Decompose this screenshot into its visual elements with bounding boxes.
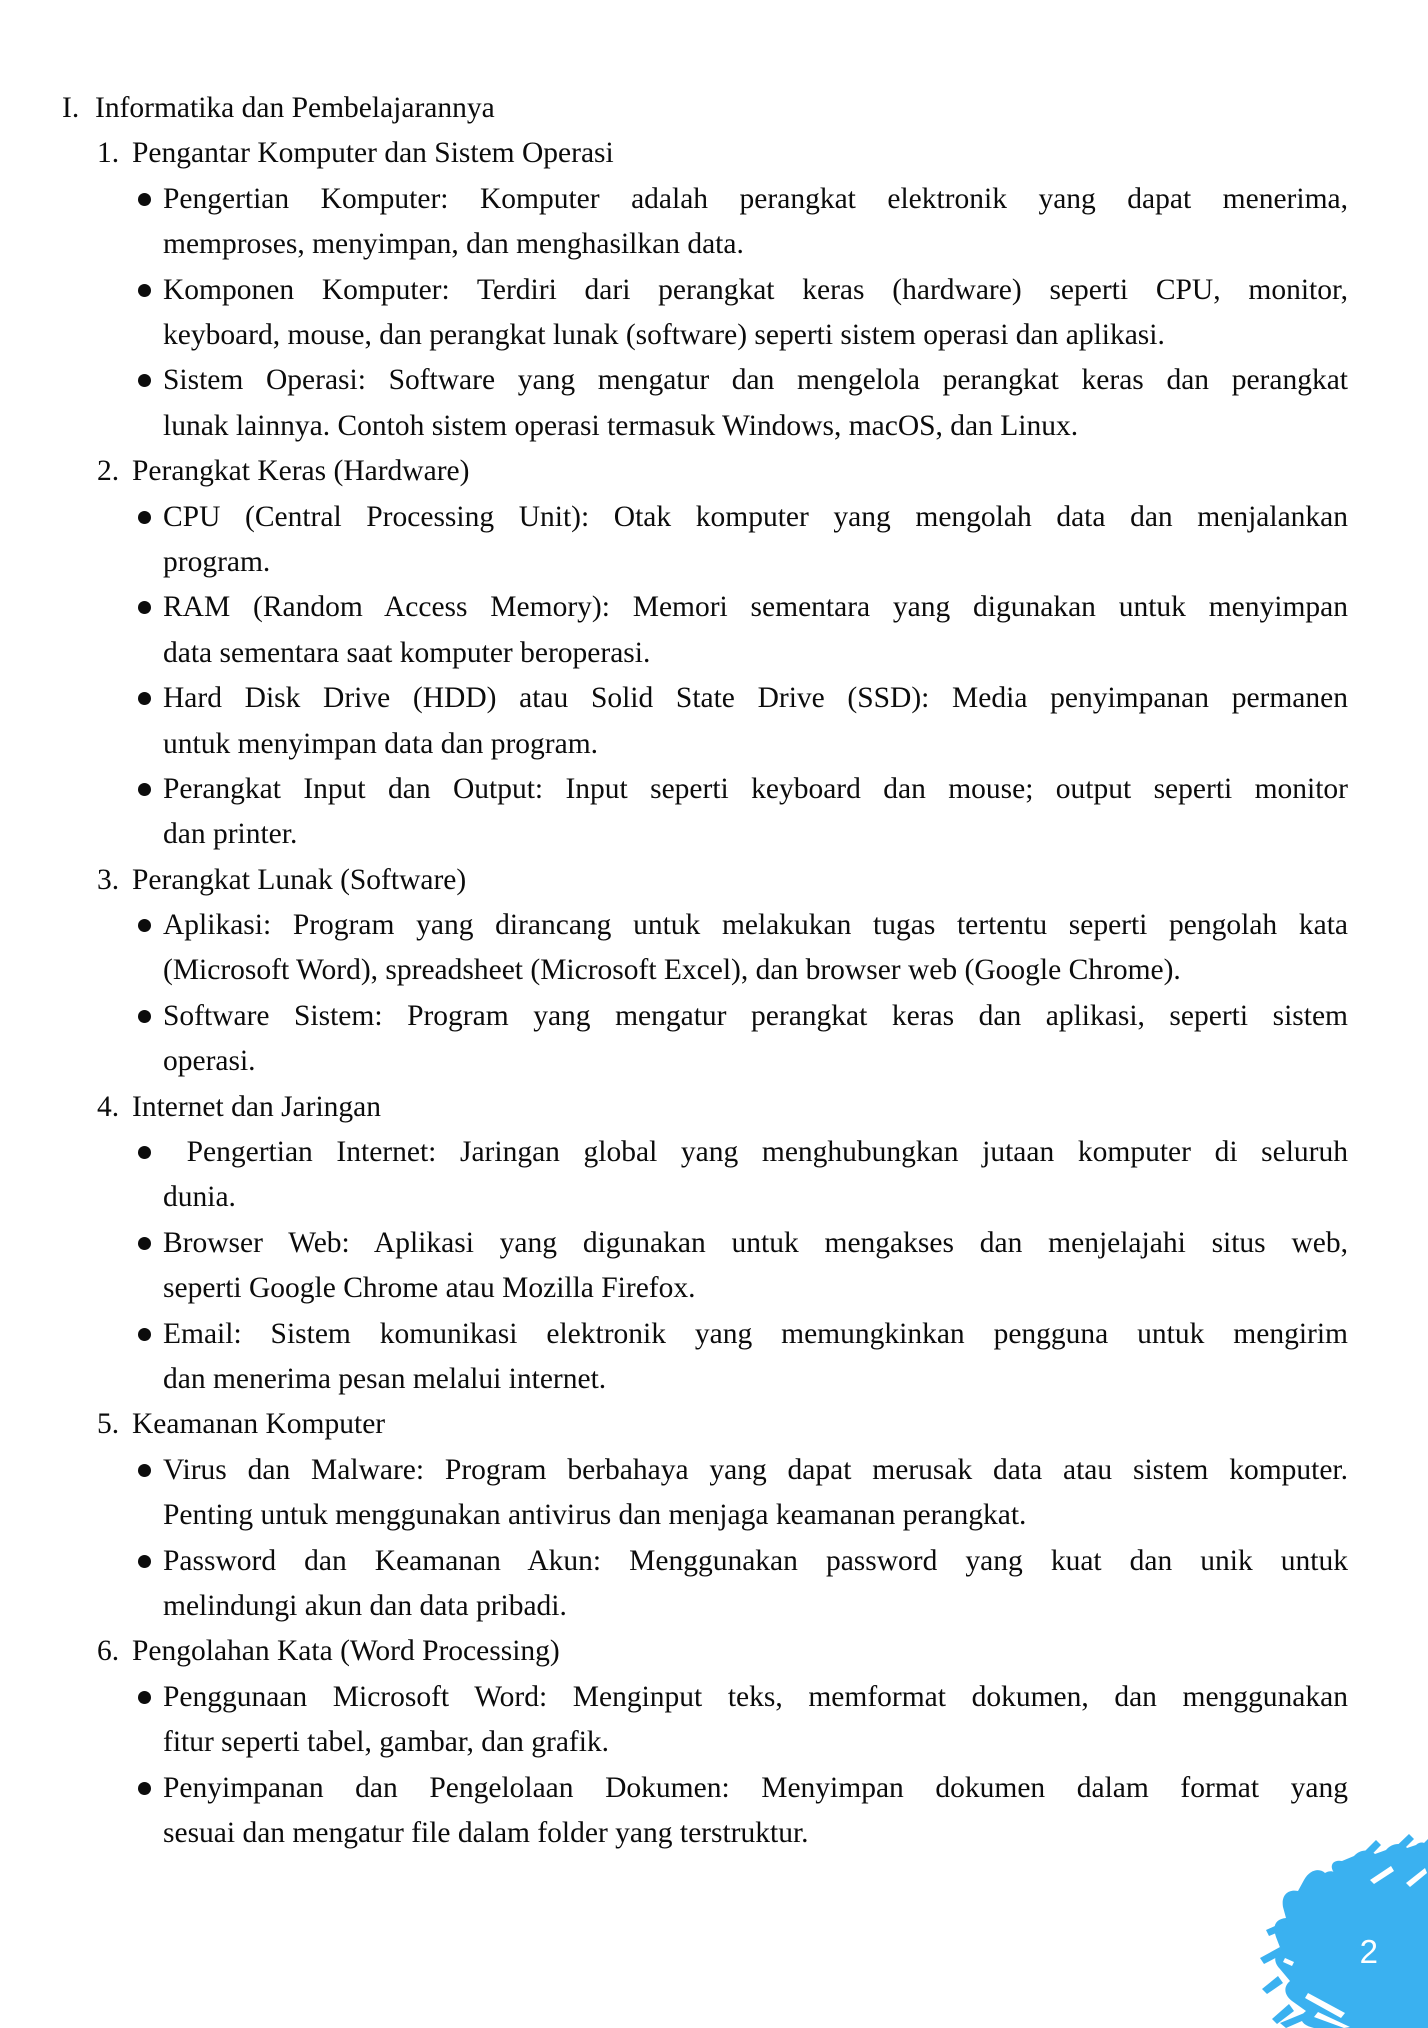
- bullet-icon: [137, 903, 163, 994]
- page-number: 2: [1359, 1933, 1378, 1970]
- bullet-line: program.: [163, 545, 271, 578]
- section-heading: [97, 1085, 1348, 1130]
- bullet-text: [163, 767, 1348, 858]
- bullet-icon: [137, 1130, 163, 1221]
- bullet-dot: [138, 692, 151, 705]
- bullet-dot: [138, 919, 151, 932]
- bullet-dot: [138, 783, 151, 796]
- bullet-icon: [137, 585, 163, 676]
- bullet-line: Komponen Komputer: Terdiri dari perangkat keras (hardware) seperti CPU, monitor,: [163, 273, 1348, 306]
- bullet-line: Pengertian Komputer: Komputer adalah perangkat elektronik yang dapat menerima,: [163, 182, 1348, 215]
- section-heading: [97, 1629, 1348, 1674]
- bullet-text: [163, 994, 1348, 1085]
- bullet-line: untuk menyimpan data dan program.: [163, 727, 599, 760]
- section-heading: [97, 858, 1348, 903]
- outline-section: [97, 1085, 1348, 1403]
- bullet-icon: [137, 1312, 163, 1403]
- bullet-line: dan menerima pesan melalui internet.: [163, 1363, 607, 1396]
- outline-section: [97, 1629, 1348, 1856]
- bullet-dot: [138, 1328, 151, 1341]
- section-heading-text: Pengolahan Kata (Word Processing): [132, 1635, 560, 1668]
- bullet-line: seperti Google Chrome atau Mozilla Firefox.: [163, 1272, 696, 1305]
- bullet-dot: [138, 284, 151, 297]
- section-heading-text: Perangkat Lunak (Software): [132, 863, 467, 896]
- bullet-line: keyboard, mouse, dan perangkat lunak (software) seperti sistem operasi dan aplikasi.: [163, 318, 1165, 351]
- section-heading: [97, 1402, 1348, 1447]
- bullet-line: data sementara saat komputer beroperasi.: [163, 636, 651, 669]
- sections-container: [62, 131, 1348, 1856]
- bullet-item: [137, 1130, 1348, 1221]
- section-number: 1.: [97, 137, 120, 170]
- bullet-text: [163, 268, 1348, 359]
- bullet-item: [137, 358, 1348, 449]
- bullet-item: [137, 994, 1348, 1085]
- bullet-line: dunia.: [163, 1181, 236, 1214]
- bullet-item: [137, 1448, 1348, 1539]
- bullet-line: Perangkat Input dan Output: Input seperti keyboard dan mouse; output seperti monitor: [163, 772, 1348, 805]
- bullet-line: melindungi akun dan data pribadi.: [163, 1589, 567, 1622]
- bullet-line: sesuai dan mengatur file dalam folder yang terstruktur.: [163, 1816, 809, 1849]
- bullet-line: Browser Web: Aplikasi yang digunakan untuk mengakses dan menjelajahi situs web,: [163, 1226, 1348, 1259]
- bullet-item: [137, 177, 1348, 268]
- bullet-icon: [137, 177, 163, 268]
- bullet-dot: [138, 1010, 151, 1023]
- bullet-icon: [137, 358, 163, 449]
- section-heading: [97, 131, 1348, 176]
- bullet-dot: [138, 601, 151, 614]
- section-number: 5.: [97, 1408, 120, 1441]
- bullet-item: [137, 585, 1348, 676]
- bullet-line: RAM (Random Access Memory): Memori sementara yang digunakan untuk menyimpan: [163, 591, 1348, 624]
- bullet-line: Software Sistem: Program yang mengatur perangkat keras dan aplikasi, seperti sistem: [163, 999, 1348, 1032]
- bullet-item: [137, 903, 1348, 994]
- bullet-text: [163, 177, 1348, 268]
- bullet-dot: [138, 193, 151, 206]
- section-heading-text: Internet dan Jaringan: [132, 1090, 382, 1123]
- bullet-icon: [137, 1766, 163, 1857]
- bullet-text: [163, 1675, 1348, 1766]
- bullet-line: operasi.: [163, 1045, 256, 1078]
- bullet-icon: [137, 994, 163, 1085]
- bullet-item: [137, 1221, 1348, 1312]
- bullet-dot: [138, 1555, 151, 1568]
- bullet-line: Penting untuk menggunakan antivirus dan menjaga keamanan perangkat.: [163, 1499, 1027, 1532]
- outline-section: [97, 449, 1348, 858]
- bullet-icon: [137, 268, 163, 359]
- bullet-line: dan printer.: [163, 818, 298, 851]
- bullet-text: [163, 1312, 1348, 1403]
- bullet-text: [163, 1130, 1348, 1221]
- section-heading: [97, 449, 1348, 494]
- bullet-line: Email: Sistem komunikasi elektronik yang memungkinkan pengguna untuk mengirim: [163, 1317, 1348, 1350]
- bullet-item: [137, 268, 1348, 359]
- bullet-dot: [138, 511, 151, 524]
- bullet-text: [163, 358, 1348, 449]
- bullet-line: Aplikasi: Program yang dirancang untuk melakukan tugas tertentu seperti pengolah kata: [163, 909, 1348, 942]
- bullet-item: [137, 1312, 1348, 1403]
- bullet-text: [163, 1221, 1348, 1312]
- bullet-line: Hard Disk Drive (HDD) atau Solid State Drive (SSD): Media penyimpanan permanen: [163, 682, 1348, 715]
- bullet-text: [163, 676, 1348, 767]
- brush-fill: [1260, 1834, 1428, 2028]
- outline-title-row: [62, 86, 1348, 131]
- bullet-line: memproses, menyimpan, dan menghasilkan data.: [163, 228, 744, 261]
- bullet-dot: [138, 1691, 151, 1704]
- outline-section: [97, 131, 1348, 449]
- outline-roman-numeral: I.: [62, 92, 80, 124]
- bullet-text: [163, 1539, 1348, 1630]
- bullet-line: Password dan Keamanan Akun: Menggunakan password yang kuat dan unik untuk: [163, 1544, 1348, 1577]
- bullet-line: Virus dan Malware: Program berbahaya yang dapat merusak data atau sistem komputer.: [163, 1453, 1348, 1486]
- section-heading-text: Keamanan Komputer: [132, 1408, 386, 1441]
- bullet-line: (Microsoft Word), spreadsheet (Microsoft Excel), dan browser web (Google Chrome).: [163, 954, 1181, 987]
- bullet-item: [137, 495, 1348, 586]
- bullet-icon: [137, 676, 163, 767]
- bullet-dot: [138, 1146, 151, 1159]
- bullet-item: [137, 676, 1348, 767]
- bullet-line: Penggunaan Microsoft Word: Menginput teks, memformat dokumen, dan menggunakan: [163, 1680, 1348, 1713]
- outline-section: [97, 858, 1348, 1085]
- section-heading-text: Pengantar Komputer dan Sistem Operasi: [132, 137, 614, 170]
- section-number: 2.: [97, 455, 120, 488]
- section-number: 3.: [97, 863, 120, 896]
- bullet-line: CPU (Central Processing Unit): Otak komputer yang mengolah data dan menjalankan: [163, 500, 1348, 533]
- bullet-line: Penyimpanan dan Pengelolaan Dokumen: Menyimpan dokumen dalam format yang: [163, 1771, 1348, 1804]
- bullet-icon: [137, 1221, 163, 1312]
- bullet-line: fitur seperti tabel, gambar, dan grafik.: [163, 1726, 610, 1759]
- bullet-dot: [138, 1237, 151, 1250]
- bullet-icon: [137, 1675, 163, 1766]
- bullet-item: [137, 767, 1348, 858]
- bullet-text: [163, 1448, 1348, 1539]
- bullet-item: [137, 1766, 1348, 1857]
- bullet-line: Pengertian Internet: Jaringan global yang menghubungkan jutaan komputer di seluruh: [163, 1136, 1348, 1169]
- document-page: [62, 86, 1348, 1856]
- bullet-text: [163, 903, 1348, 994]
- bullet-icon: [137, 1448, 163, 1539]
- bullet-icon: [137, 767, 163, 858]
- bullet-item: [137, 1539, 1348, 1630]
- bullet-line: lunak lainnya. Contoh sistem operasi termasuk Windows, macOS, dan Linux.: [163, 409, 1079, 442]
- bullet-dot: [138, 374, 151, 387]
- section-number: 4.: [97, 1090, 120, 1123]
- bullet-dot: [138, 1782, 151, 1795]
- bullet-text: [163, 585, 1348, 676]
- corner-decoration: [1228, 1823, 1428, 2028]
- bullet-item: [137, 1675, 1348, 1766]
- brush-scribble-icon: [1228, 1823, 1428, 2028]
- section-number: 6.: [97, 1635, 120, 1668]
- outline-section: [97, 1402, 1348, 1629]
- section-heading-text: Perangkat Keras (Hardware): [132, 455, 470, 488]
- bullet-icon: [137, 495, 163, 586]
- bullet-icon: [137, 1539, 163, 1630]
- bullet-text: [163, 495, 1348, 586]
- bullet-line: Sistem Operasi: Software yang mengatur dan mengelola perangkat keras dan perangkat: [163, 364, 1348, 397]
- outline-title: Informatika dan Pembelajarannya: [95, 92, 495, 124]
- bullet-dot: [138, 1464, 151, 1477]
- bullet-text: [163, 1766, 1348, 1857]
